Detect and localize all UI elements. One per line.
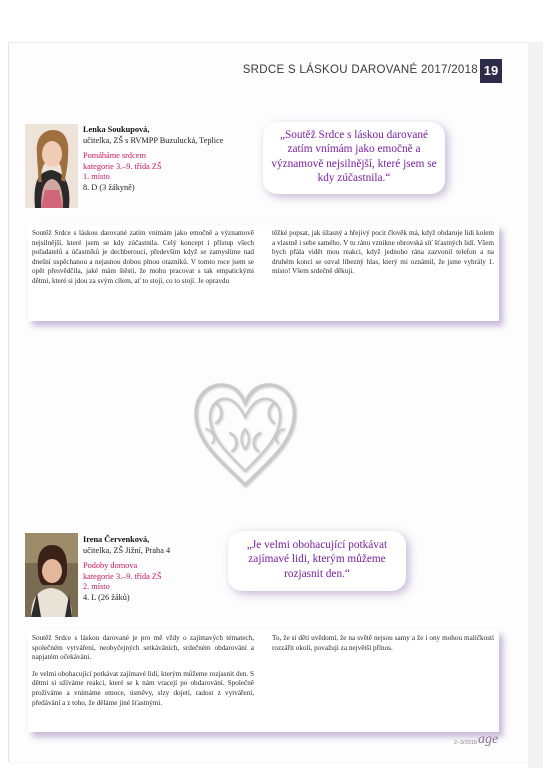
portrait-1-illustration: [25, 124, 78, 208]
paragraph: To, že si děti uvědomí, že na světě nejsou samy a že i ony mohou maličkostí rozzářit okolí, považuji za největší přínos.: [272, 634, 494, 652]
category-title: Pomáháme srdcem: [83, 151, 146, 161]
portrait-photo-2: [25, 533, 78, 617]
paragraph: Soutěž Srdce s láskou darované je pro mě vždy o zajímavých tématech, společném vytváření, neobyčejných setkáváních, srdečném obdarování a napjatém očekávání.: [32, 634, 254, 662]
article-column-right: těžké popsat, jak úžasný a hřejivý pocit člověk má, když obdaruje lidi kolem a vlastně i sebe samého. V tu ránu vznikne obrovská síť šťastných lidí. Všem bych přála vidět mou reakci, když jednoho rána zazvonil telefon a na druhém konci se ozval libezný hlas, který mi oznámil, že jsme vyhrály 1. místo! Všem srdečně děkuji.: [272, 229, 494, 276]
article-box-1: [28, 225, 499, 321]
bio-entry-1: [83, 125, 263, 194]
author-role: učitelka, ZŠ Jižní, Praha 4: [83, 545, 171, 555]
article-column-left: [32, 634, 254, 715]
paragraph: Je velmi obohacující potkávat zajímavé lidi, kterým můžeme rozjasnit den. S dětmi si užíváme reakcí, které se k nám vracejí po obdarování. Společně prožíváme a vnímáme emoce, úsměvy, slzy dojetí, radost z vytváření, předávání a z toho, že děláme jiné šťastnými.: [32, 669, 254, 707]
portrait-photo-1: [25, 124, 78, 208]
author-name: Irena Červenková,: [83, 535, 150, 544]
article-column-left: Soutěž Srdce s láskou darované zatím vnímám jako emočně a významově nejsilnější, které jsem se kdy zúčastnila. Celý koncept i přístup všech pořadatelů a účastníků je dechberoucí, především když se zamyslíme nad dnešní uspěchanou a nejasnou dobou plnou otazníků. V tomto roce jsem se opět přesvědčila, jaké mám štěstí, že mohu pracovat s tak empatickými dětmi, které si jdou za svým cílem, ať to stojí, co to stojí. Je opravdu: [32, 229, 254, 285]
page-number-badge: 19: [480, 59, 502, 83]
page-header-title: SRDCE S LÁSKOU DAROVANÉ 2017/2018: [242, 64, 478, 76]
portrait-2-illustration: [25, 533, 78, 617]
article-box-2: [28, 630, 499, 732]
category-title: Podoby domova: [83, 561, 138, 571]
placement: 1. místo: [83, 172, 110, 182]
author-name: Lenka Soukupová,: [83, 125, 150, 134]
category-label: kategorie 3.–9. třída ZŠ: [83, 571, 162, 581]
placement: 2. místo: [83, 582, 110, 592]
class-info: 8. D (3 žákyně): [83, 182, 135, 192]
author-role: učitelka, ZŠ s RVMPP Buzulucká, Teplice: [83, 135, 224, 145]
pull-quote-2: „Je velmi obohacující potkávat zajímavé lidi, kterým můžeme rozjasnit den.“: [228, 531, 406, 591]
heart-ornament-icon: [186, 373, 304, 493]
issue-number: 2–3/2018: [454, 740, 477, 746]
article-column-right: [272, 634, 494, 660]
pull-quote-1: „Soutěž Srdce s láskou darované zatím vnímám jako emočně a významově nejsilnější, které jsem se kdy zúčastnila.“: [263, 122, 445, 194]
page-edge: [528, 42, 543, 768]
category-label: kategorie 3.–9. třída ZŠ: [83, 161, 162, 171]
class-info: 4. L (26 žáků): [83, 592, 130, 602]
magazine-logo: age: [478, 732, 499, 747]
